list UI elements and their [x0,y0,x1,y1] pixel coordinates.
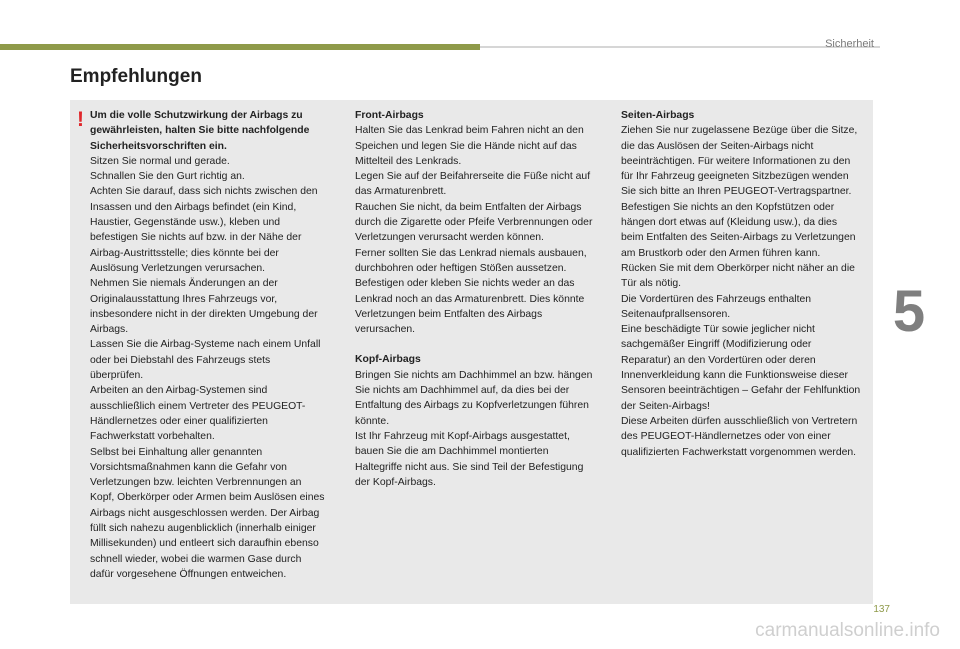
head-airbags-heading: Kopf-Airbags [355,354,421,366]
general-body: Sitzen Sie normal und gerade. Schnallen Sie den Gurt richtig an. Achten Sie darauf, dass sich nichts zwischen den Insassen und den Airbags befindet (ein Kind, Haustier, Gegenstände usw.), kleben und befestigen Sie nichts auf bzw. in der Nähe der Airbag-Austrittsstelle; dies könnte bei der Auslösung Verletzungen verursachen. Nehmen Sie niemals Änderungen an der Originalausstattung Ihres Fahrzeugs vor, insbesondere nicht in der direkten Umgebung der Airbags. Lassen Sie die Airbag-Systeme nach einem Unfall oder bei Diebstahl des Fahrzeugs stets überprüfen. Arbeiten an den Airbag-Systemen sind ausschließlich einem Vertreter des PEUGEOT-Händlernetzes oder einer qualifizierten Fachwerkstatt vorbehalten. Selbst bei Einhaltung aller genannten Vorsichtsmaßnahmen kann die Gefahr von Verletzungen bzw. leichten Verbrennungen an Kopf, Oberkörper oder Armen beim Auslösen eines Airbags nicht ausgeschlossen werden. Der Airbag füllt sich nahezu augenblicklich (innerhalb einiger Millisekunden) und entleert sich daraufhin ebenso schnell wieder, wobei die warmen Gase durch dafür vorgesehene Öffnungen entweichen. [90,155,325,580]
general-lead: Um die volle Schutzwirkung der Airbags zu gewährleisten, halten Sie bitte nachfolgende Sicherheitsvorschriften ein. [90,110,310,152]
head-airbags-body: Bringen Sie nichts am Dachhimmel an bzw. hängen Sie nichts am Dachhimmel auf, da dies bei der Entfaltung des Airbags zu Kopfverletzungen führen könnte. Ist Ihr Fahrzeug mit Kopf-Airbags ausgestattet, bauen Sie die am Dachhimmel montierten Haltegriffe nicht aus. Sie sind Teil der Befestigung der Kopf-Airbags. [355,369,593,488]
column-side-airbags [621,108,861,460]
column-front-head-airbags [355,108,593,490]
header-accent-bar [0,44,480,50]
chapter-number: 5 [892,279,926,344]
exclamation-warning-icon: ! [77,108,84,131]
front-airbags-body: Halten Sie das Lenkrad beim Fahren nicht an den Speichen und legen Sie die Hände nicht auf das Mittelteil des Lenkrads. Legen Sie auf der Beifahrerseite die Füße nicht auf das Armaturenbrett. Rauchen Sie nicht, da beim Entfalten der Airbags durch die Zigarette oder Pfeife Verbrennungen oder Verletzungen verursacht werden können. Ferner sollten Sie das Lenkrad niemals ausbauen, durchbohren oder heftigen Stößen aussetzen. Befestigen oder kleben Sie nichts weder an das Lenkrad noch an das Armaturenbrett. Dies könnte Verletzungen beim Entfalten des Airbags verursachen. [355,125,593,336]
front-airbags-heading: Front-Airbags [355,110,424,121]
recommendations-panel [70,100,873,604]
page-title: Empfehlungen [70,66,202,87]
watermark: carmanualsonline.info [755,620,940,641]
column-general [90,108,326,582]
section-label: Sicherheit [825,38,874,50]
side-airbags-heading: Seiten-Airbags [621,110,695,121]
page-number: 137 [873,604,890,615]
side-airbags-body: Ziehen Sie nur zugelassene Bezüge über die Sitze, die das Auslösen der Seiten-Airbags nicht beeinträchtigen. Für weitere Informationen zu den für Ihr Fahrzeug geeigneten Sitzbezügen wenden Sie sich bitte an Ihren PEUGEOT-Vertragspartner. Befestigen Sie nichts an den Kopfstützen oder hängen dort etwas auf (Kleidung usw.), da dies beim Entfalten des Seiten-Airbags zu Verletzungen am Brustkorb oder den Armen führen kann. Rücken Sie mit dem Oberkörper nicht näher an die Tür als nötig. Die Vordertüren des Fahrzeugs enthalten Seitenaufprallsensoren. Eine beschädigte Tür sowie jeglicher nicht sachgemäßer Eingriff (Modifizierung oder Reparatur) an den Vordertüren oder deren Innenverkleidung kann die Funktionsweise dieser Sensoren beeinträchtigen – Gefahr der Fehlfunktion der Seiten-Airbags! Diese Arbeiten dürfen ausschließlich von Vertretern des PEUGEOT-Händlernetzes oder von einer qualifizierten Fachwerkstatt vorgenommen werden. [621,125,861,458]
